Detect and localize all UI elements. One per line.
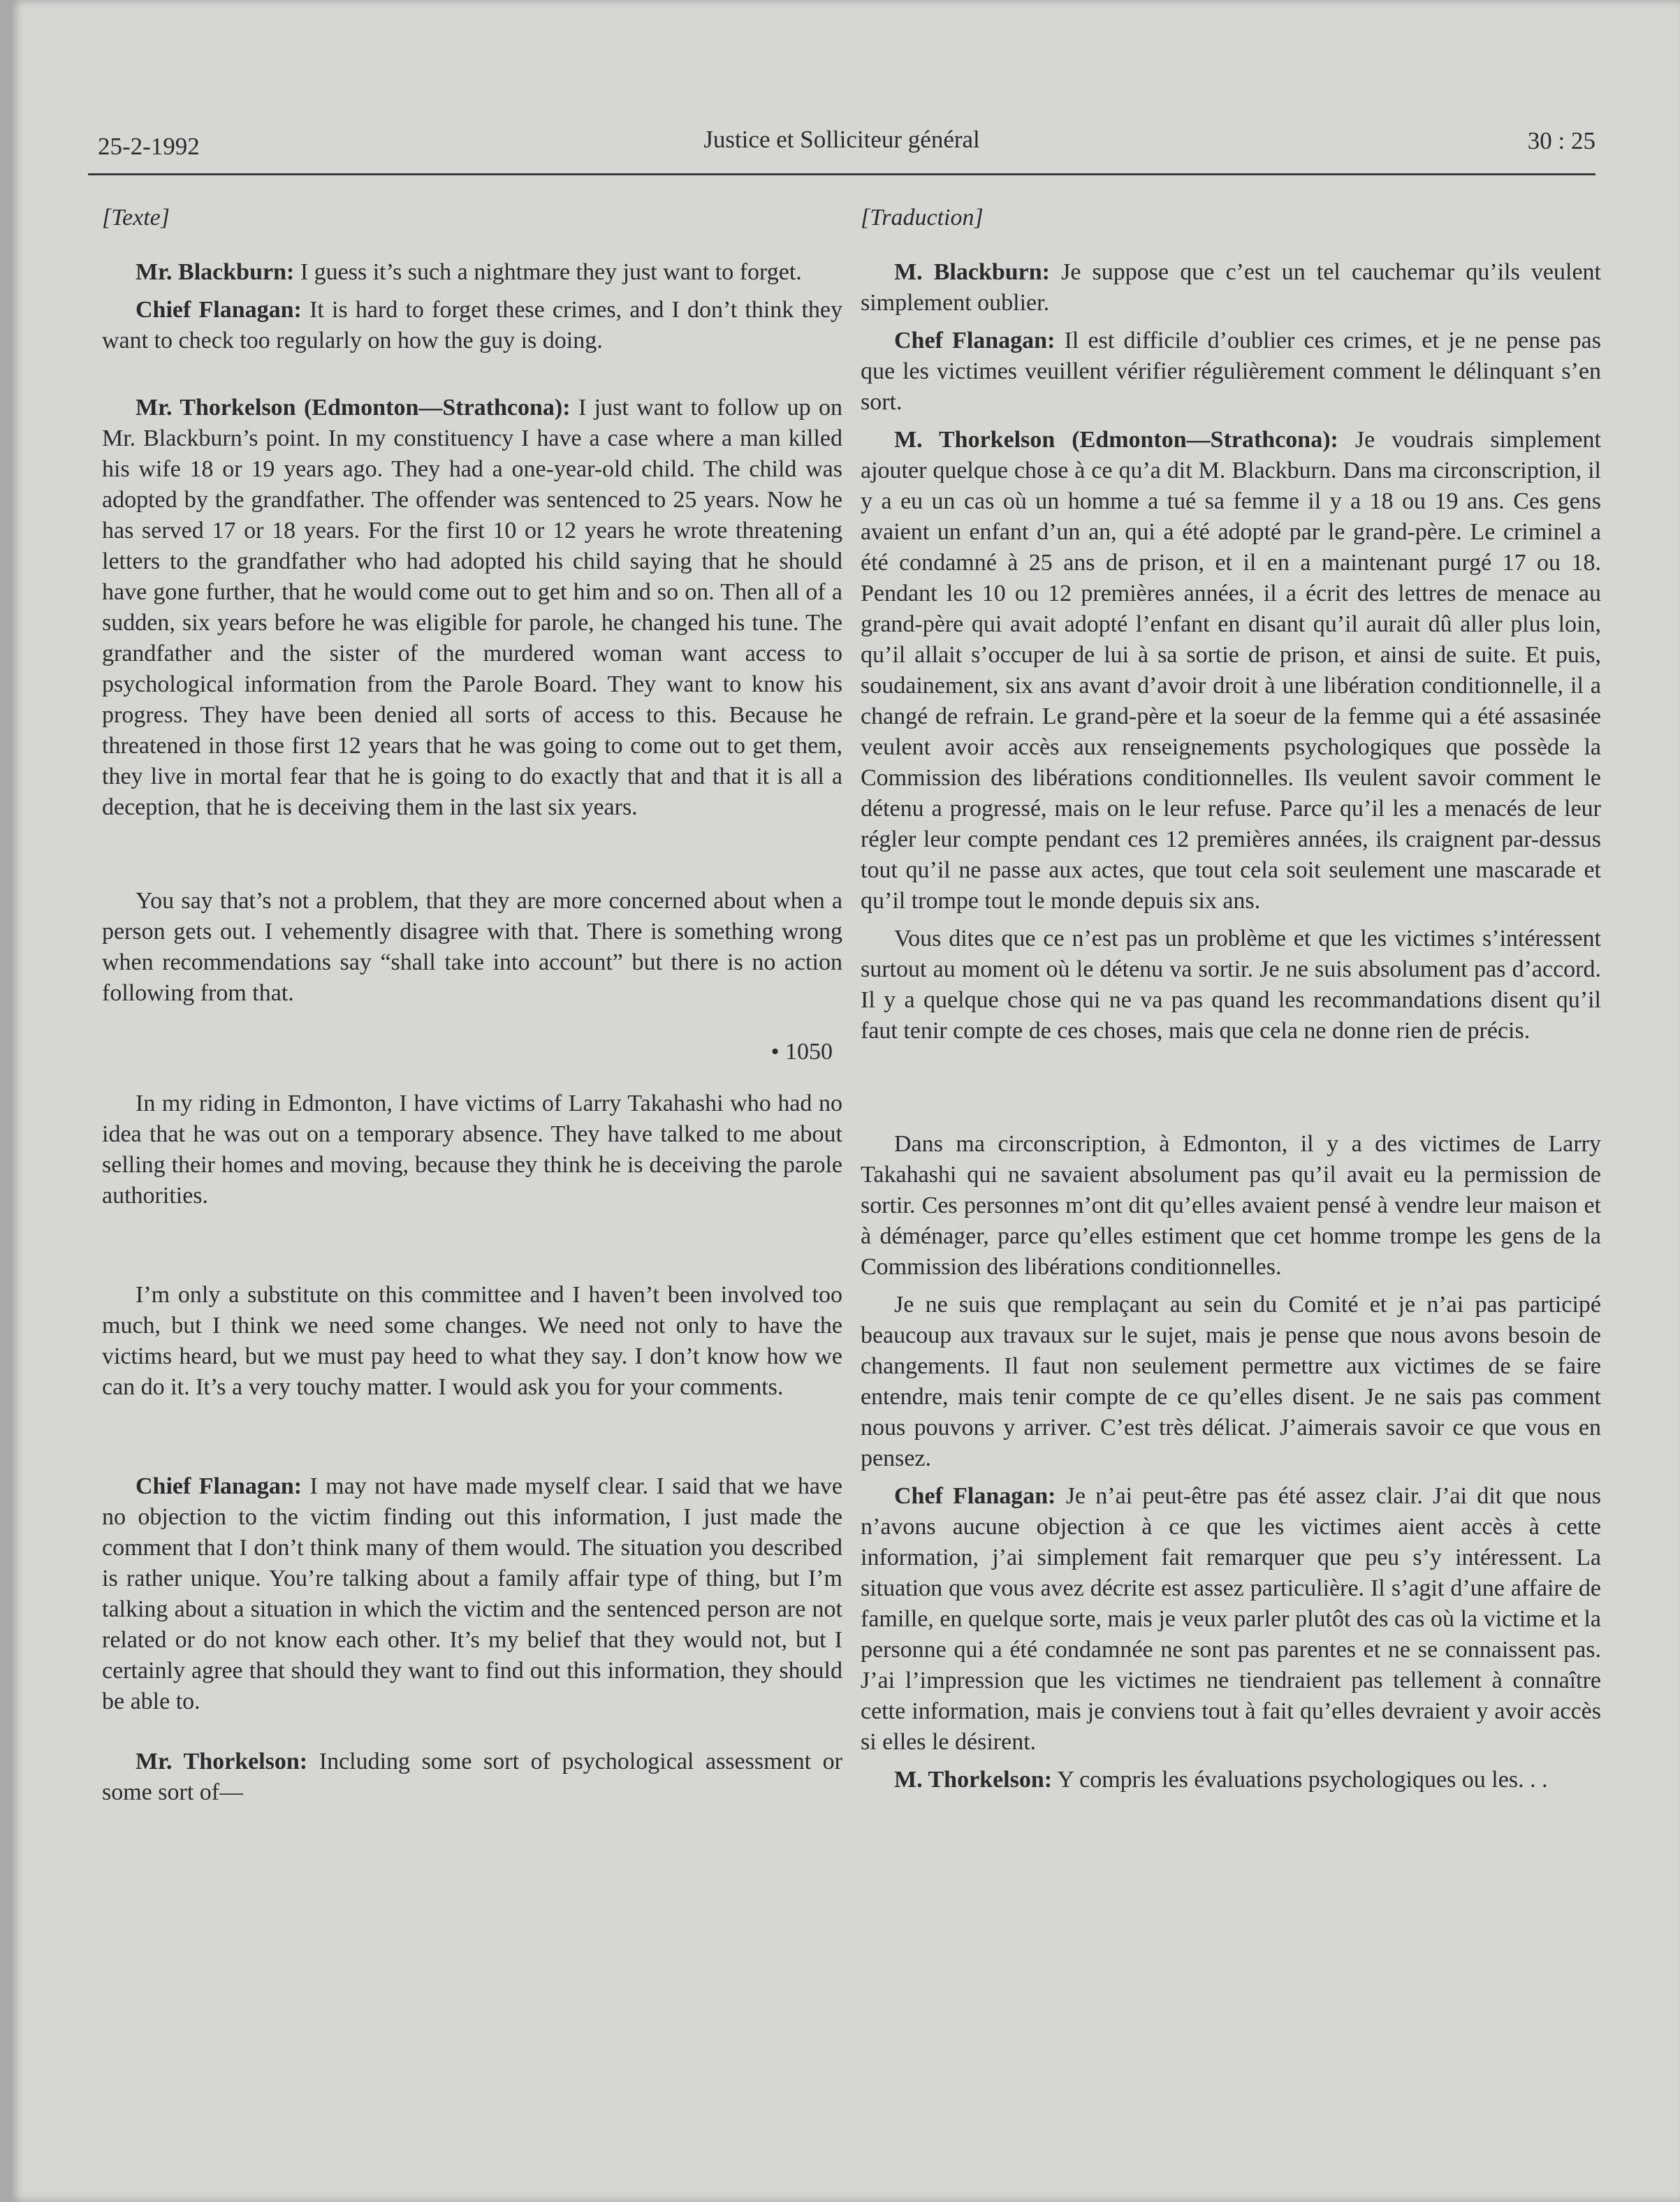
paragraph bbox=[102, 1471, 842, 1717]
speech-text: Je voudrais simplement ajouter quelque chose à ce qu’a dit M. Blackburn. Dans ma circonscription, il y a eu un cas où un homme a tué sa femme il y a 18 ou 19 ans. Ces gens avaient un enfant d’un an, qui a été adopté par le grand-père. Le criminel a été condamné à 25 ans de prison, et il en a maintenant purgé 17 ou 18. Pendant les 10 ou 12 premières années, il a écrit des lettres de menace au grand-père qui avait adopté l’enfant en disant qu’il aurait dû aller plus loin, qu’il allait s’occuper de lui à sa sortie de prison, et ainsi de suite. Et puis, soudainement, six ans avant d’avoir droit à une libération conditionnelle, il a changé de refrain. Le grand-père et la soeur de la femme qui a été assasinée veulent avoir accès aux renseignements psychologiques que possède la Commission des libérations conditionnelles. Ils veulent savoir comment le détenu a progressé, mais on le leur refuse. Parce qu’il les a menacés de leur régler leur compte pendant ces 12 premières années, ils craignent par-dessus tout qu’il ne passe aux actes, que tout cela soit seulement une mascarade et qu’il trompe tout le monde depuis six ans. bbox=[861, 427, 1602, 914]
paragraph bbox=[861, 257, 1601, 319]
paragraph bbox=[102, 295, 842, 356]
section-label: [Texte] bbox=[102, 205, 170, 231]
speech-text: I guess it’s such a nightmare they just want to forget. bbox=[294, 259, 802, 285]
paragraph bbox=[861, 1765, 1601, 1795]
section-label: [Traduction] bbox=[861, 205, 984, 231]
paragraph bbox=[102, 393, 842, 823]
paragraph bbox=[861, 326, 1601, 418]
paragraph bbox=[861, 1481, 1601, 1758]
speech-text: I just want to follow up on Mr. Blackburn’s point. In my constituency I have a case where a man killed his wife 18 or 19 years ago. They had a one-year-old child. The child was adopted by the grandfather. The offender was sentenced to 25 years. Now he has served 17 or 18 years. For the first 10 or 12 years he wrote threatening letters to the grandfather who had adopted his child saying that he should have gone further, that he would come out to get him and so on. Then all of a sudden, six years before he was eligible for parole, he changed his tune. The grandfather and the sister of the murdered woman want access to psychological information from the Parole Board. They want to know his progress. They have been denied all sorts of access to this. Because he threatened in those first 12 years that he was going to come out to get them, they live in mortal fear that he is going to do exactly that and that it is all a deception, that he is deceiving them in the last six years. bbox=[102, 395, 843, 820]
speech-text: Je n’ai peut-être pas été assez clair. J’ai dit que nous n’avons aucune objection à ce que les victimes aient accès à cette information, j’ai simplement fait remarquer que peu s’y intéressent. La situation que vous avez décrite est assez particulière. Il s’agit d’une affaire de famille, en quelque sorte, mais je veux parler plutôt des cas où la victime et la personne qui a été condamnée ne sont pas parentes et ne se connaissent pas. J’ai l’impression que les victimes ne tiendraient pas tellement à connaître cette information, mais je conviens tout à fait qu’elles devraient y avoir accès si elles le désirent. bbox=[861, 1483, 1601, 1755]
speech-text: Il est difficile d’oublier ces crimes, et je ne pense pas que les victimes veuillent vérifier régulièrement comment le délinquant s’en sort. bbox=[861, 328, 1602, 415]
paragraph: Vous dites que ce n’est pas un problème et que les victimes s’intéressent surtout au moment où le détenu va sortir. Je ne suis absolument pas d’accord. Il y a quelque chose qui ne va pas quand les recommandations disent qu’il faut tenir compte de ces choses, mais que cela ne donne rien de précis. bbox=[861, 926, 1601, 1044]
speech-text: Including some sort of psychological assessment or some sort of— bbox=[102, 1749, 842, 1805]
speaker-name: M. Blackburn: bbox=[894, 259, 1050, 285]
speaker-name: Chief Flanagan: bbox=[136, 1473, 302, 1499]
speaker-name: M. Thorkelson (Edmonton—Strathcona): bbox=[894, 427, 1338, 453]
paragraph: Dans ma circonscription, à Edmonton, il y a des victimes de Larry Takahashi qui ne savaient absolument pas qu’il avait eu la permission de sortir. Ces personnes m’ont dit qu’elles avaient pensé à vendre leur maison et à déménager, parce qu’elles estiment que cet homme trompe les gens de la Commission des libérations conditionnelles. bbox=[861, 1131, 1601, 1280]
time-marker: • 1050 bbox=[770, 1039, 833, 1065]
paragraph bbox=[102, 257, 842, 288]
paragraph: I’m only a substitute on this committee and I haven’t been involved too much, but I think we need some changes. We need not only to have the victims heard, but we must pay heed to what they say. I don’t know how we can do it. It’s a very touchy matter. I would ask you for your comments. bbox=[102, 1282, 842, 1400]
french-column bbox=[861, 203, 1601, 1795]
speaker-name: Mr. Thorkelson (Edmonton—Strathcona): bbox=[136, 395, 571, 421]
page bbox=[10, 0, 1680, 2202]
speech-text: It is hard to forget these crimes, and I don’t think they want to check too regularly on how the guy is doing. bbox=[102, 297, 842, 353]
paragraph bbox=[102, 1747, 842, 1808]
header-title: Justice et Solliciteur général bbox=[703, 126, 980, 153]
speaker-name: Chef Flanagan: bbox=[894, 1483, 1056, 1509]
paragraph: You say that’s not a problem, that they are more concerned about when a person gets out. I vehemently disagree with that. There is something wrong when recommendations say “shall take into account” but there is no action following from that. bbox=[102, 888, 842, 1006]
header-date: 25-2-1992 bbox=[98, 133, 200, 160]
speech-text: Je suppose que c’est un tel cauchemar qu’ils veulent simplement oublier. bbox=[861, 259, 1601, 316]
paragraph: In my riding in Edmonton, I have victims of Larry Takahashi who had no idea that he was out on a temporary absence. They have talked to me about selling their homes and moving, because they think he is deceiving the parole authorities. bbox=[102, 1091, 842, 1209]
speaker-name: Chef Flanagan: bbox=[894, 328, 1056, 353]
speaker-name: Mr. Thorkelson: bbox=[136, 1749, 308, 1774]
running-header bbox=[88, 120, 1595, 175]
paragraph bbox=[861, 425, 1601, 917]
speech-text: I may not have made myself clear. I said that we have no objection to the victim finding out this information, I just made the comment that I don’t think many of them would. The situation you described is rather unique. You’re talking about a family affair type of thing, but I’m talking about a situation in which the victim and the sentenced person are not related or do not know each other. It’s my belief that they would not, but I certainly agree that should they want to find out this information, they should be able to. bbox=[102, 1473, 842, 1714]
speaker-name: M. Thorkelson: bbox=[894, 1767, 1053, 1793]
paragraph: Je ne suis que remplaçant au sein du Comité et je n’ai pas participé beaucoup aux travaux sur le sujet, mais je pense que nous avons besoin de changements. Il faut non seulement permettre aux victimes de se faire entendre, mais tenir compte de ce qu’elles disent. Je ne sais pas comment nous pouvons y arriver. C’est très délicat. J’aimerais savoir ce que vous en pensez. bbox=[861, 1292, 1601, 1471]
speaker-name: Mr. Blackburn: bbox=[136, 259, 295, 285]
english-column bbox=[102, 203, 842, 1808]
speech-text: Y compris les évaluations psychologiques ou les. . . bbox=[1052, 1767, 1548, 1793]
speaker-name: Chief Flanagan: bbox=[136, 297, 302, 323]
page-number: 30 : 25 bbox=[1527, 127, 1595, 154]
